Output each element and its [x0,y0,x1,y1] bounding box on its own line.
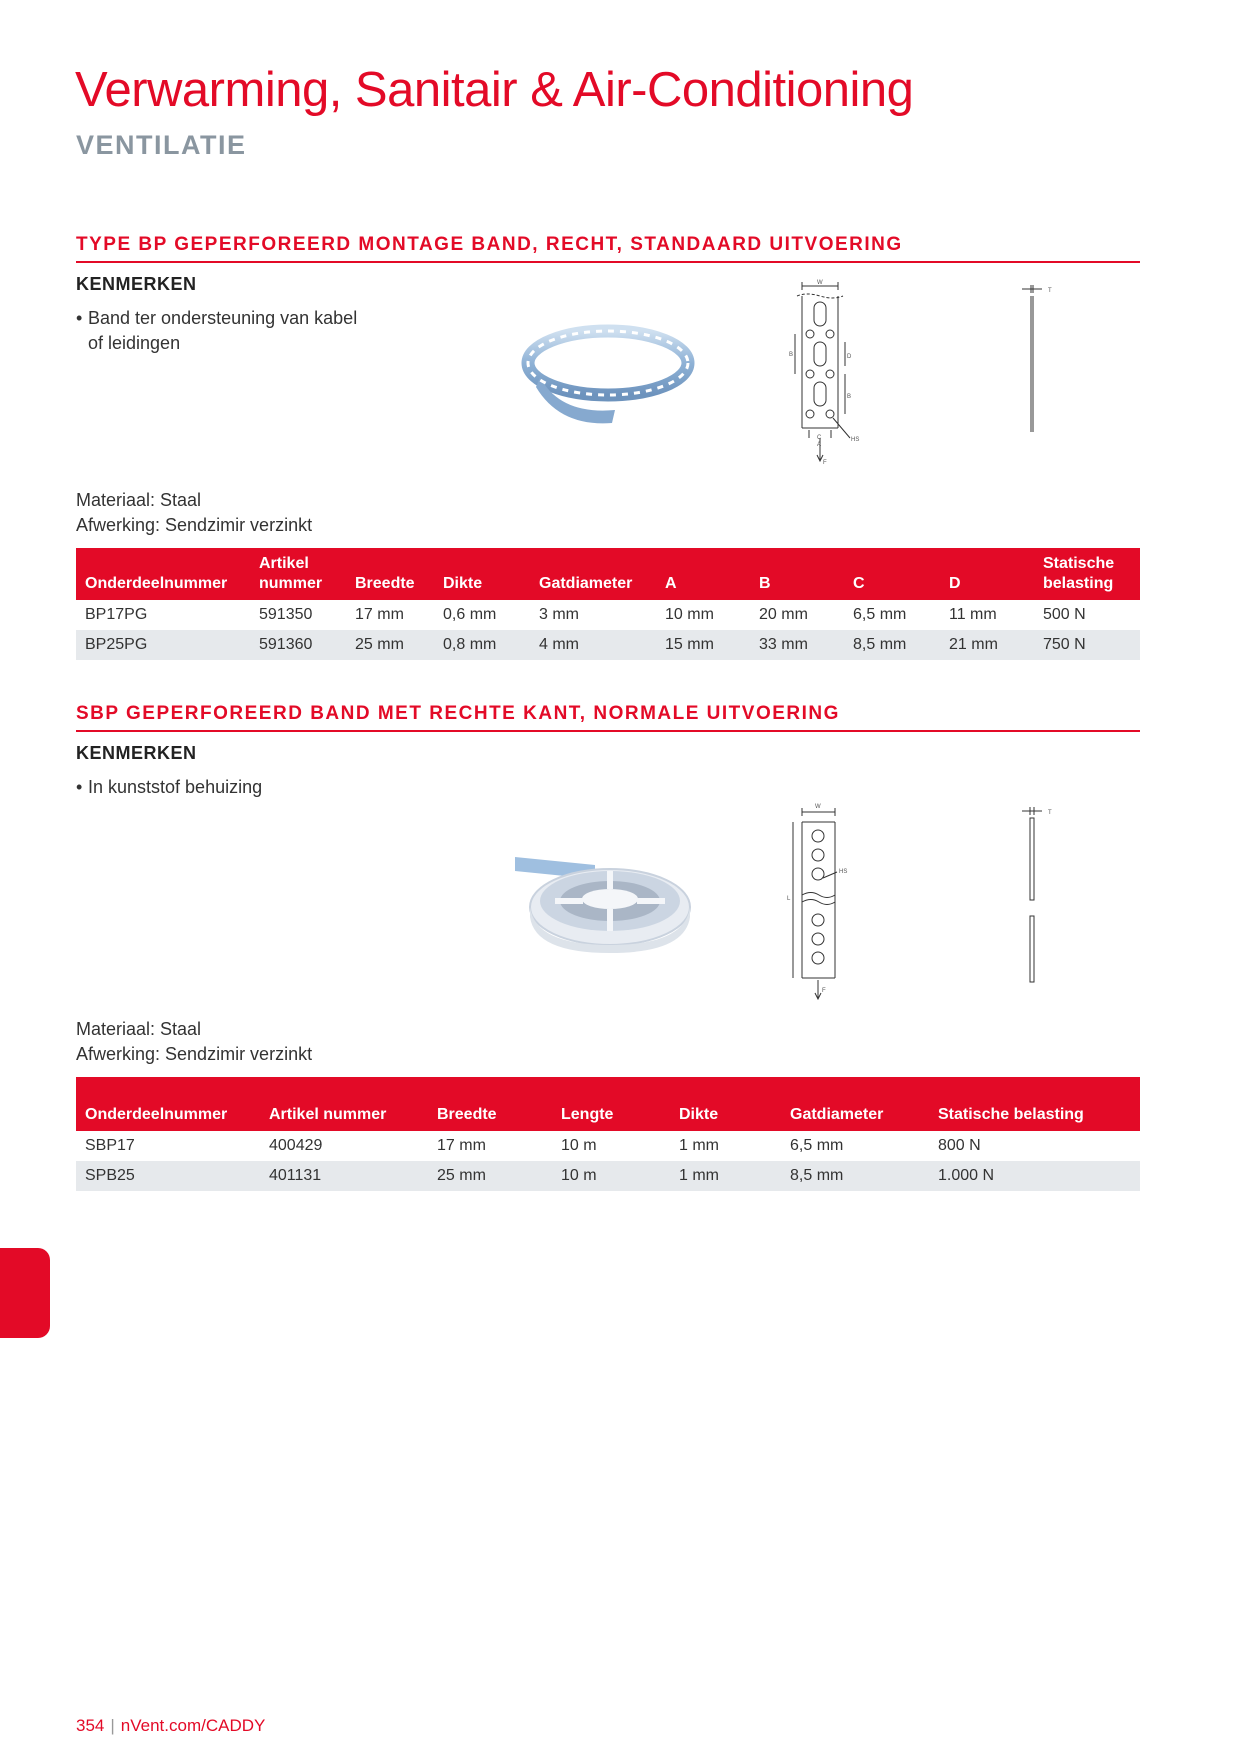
col-header: A [656,548,750,600]
col-header: Lengte [552,1077,670,1131]
section-title-sbp: SBP GEPERFOREERD BAND MET RECHTE KANT, NORMALE UITVOERING [76,703,1140,732]
cell-thickness: 1 mm [670,1161,781,1191]
cell-c: 6,5 mm [853,606,907,623]
cell-thickness: 1 mm [679,1137,719,1154]
dim-label-hs: HS [839,869,848,875]
dim-label-hs: HS [851,437,860,443]
cell-length: 10 m [561,1137,597,1154]
sbp-band-dimension-diagram [785,800,855,1000]
dim-label-w: W [817,280,823,286]
cell-width: 25 mm [346,630,434,660]
col-header: Dikte [670,1077,781,1131]
cell-static-load: 750 N [1034,630,1140,660]
cell-article-number: 401131 [260,1161,428,1191]
col-header: Statische belasting [1034,548,1140,600]
dim-label-t: T [1048,288,1052,294]
table-header-row [76,548,1140,600]
col-header: Breedte [346,548,434,600]
bullet-dot: • [76,777,83,797]
footer-website: nVent.com/CADDY [120,1716,266,1735]
band-dimension-diagram [785,278,865,468]
cell-static-load: 1.000 N [929,1161,1140,1191]
material-line: Materiaal: Staal [76,1019,202,1039]
col-header: Artikel nummer [260,1077,428,1131]
dim-label-f: F [822,988,826,994]
cell-a: 10 mm [665,606,714,623]
col-header: B [750,548,844,600]
feature-text [88,306,357,356]
cell-part-number: BP17PG [85,606,148,623]
col-header: Dikte [434,548,530,600]
col-header: Onderdeelnummer [76,548,250,600]
cell-hole-diameter: 8,5 mm [781,1161,929,1191]
finish-line: Afwerking: Sendzimir verzinkt [76,1044,313,1064]
page-subtitle: VENTILATIE [76,130,247,160]
sbp-band-thickness-diagram [1018,806,1058,986]
col-header: Breedte [428,1077,552,1131]
cell-b: 20 mm [759,606,808,623]
cell-d: 21 mm [940,630,1034,660]
dim-label-b: B [789,352,794,358]
table-header-row [76,1077,1140,1131]
cell-article-number: 591360 [250,630,346,660]
table-row [76,600,1140,630]
material-text [76,1017,312,1067]
cell-c: 8,5 mm [844,630,940,660]
dim-label-c: C [817,435,822,441]
cell-length: 10 m [552,1161,670,1191]
features-heading: KENMERKEN [76,274,197,294]
dim-label-t: T [1048,810,1052,816]
table-row [76,1161,1140,1191]
cell-static-load: 500 N [1043,606,1086,623]
dim-label-b2: B [847,394,852,400]
cell-width: 25 mm [428,1161,552,1191]
cell-thickness: 0,6 mm [443,606,497,623]
page-title: Verwarming, Sanitair & Air-Conditioning [75,63,914,117]
band-coil-photo [515,845,695,955]
col-header: Statische belasting [929,1077,1140,1131]
dim-label-w: W [815,804,821,810]
material-line: Materiaal: Staal [76,490,202,510]
dim-label-d: D [847,354,852,360]
section-title-bp: TYPE BP GEPERFOREERD MONTAGE BAND, RECHT, STANDAARD UITVOERING [76,234,1140,263]
cell-part-number: BP25PG [76,630,250,660]
band-thickness-diagram [1020,284,1060,434]
page-footer [76,1716,265,1736]
table-row [76,630,1140,660]
col-header: Gatdiameter [781,1077,929,1131]
chapter-tab [0,1248,50,1338]
bullet-dot: • [76,308,83,328]
col-header: D [940,548,1034,600]
cell-static-load: 800 N [938,1137,981,1154]
cell-hole-diameter: 3 mm [539,606,579,623]
col-header: Onderdeelnummer [76,1077,260,1131]
cell-part-number: SPB25 [76,1161,260,1191]
dim-label-f: F [823,460,827,466]
features-heading: KENMERKEN [76,743,197,763]
perforated-band-photo [520,315,695,430]
cell-d: 11 mm [949,606,997,623]
col-header: Artikel nummer [250,548,346,600]
footer-separator: | [110,1716,115,1735]
cell-hole-diameter: 6,5 mm [790,1137,844,1154]
spec-table-sbp [76,1077,1140,1191]
cell-width: 17 mm [355,606,404,623]
feature-bullet [76,775,262,800]
col-header: Gatdiameter [530,548,656,600]
feature-line: of leidingen [88,333,181,353]
page-number: 354 [76,1716,105,1735]
cell-a: 15 mm [656,630,750,660]
cell-part-number: SBP17 [85,1137,135,1154]
cell-b: 33 mm [750,630,844,660]
cell-thickness: 0,8 mm [434,630,530,660]
cell-hole-diameter: 4 mm [530,630,656,660]
finish-line: Afwerking: Sendzimir verzinkt [76,515,313,535]
feature-bullet [76,306,357,356]
cell-article-number: 400429 [269,1137,323,1154]
table-row [76,1131,1140,1161]
cell-width: 17 mm [437,1137,486,1154]
col-header: C [844,548,940,600]
spec-table-bp [76,548,1140,660]
dim-label-a: A [817,442,822,448]
dim-label-l: L [787,896,791,902]
feature-line: Band ter ondersteuning van kabel [88,308,358,328]
material-text [76,488,312,538]
feature-text: In kunststof behuizing [88,777,263,797]
cell-article-number: 591350 [259,606,313,623]
